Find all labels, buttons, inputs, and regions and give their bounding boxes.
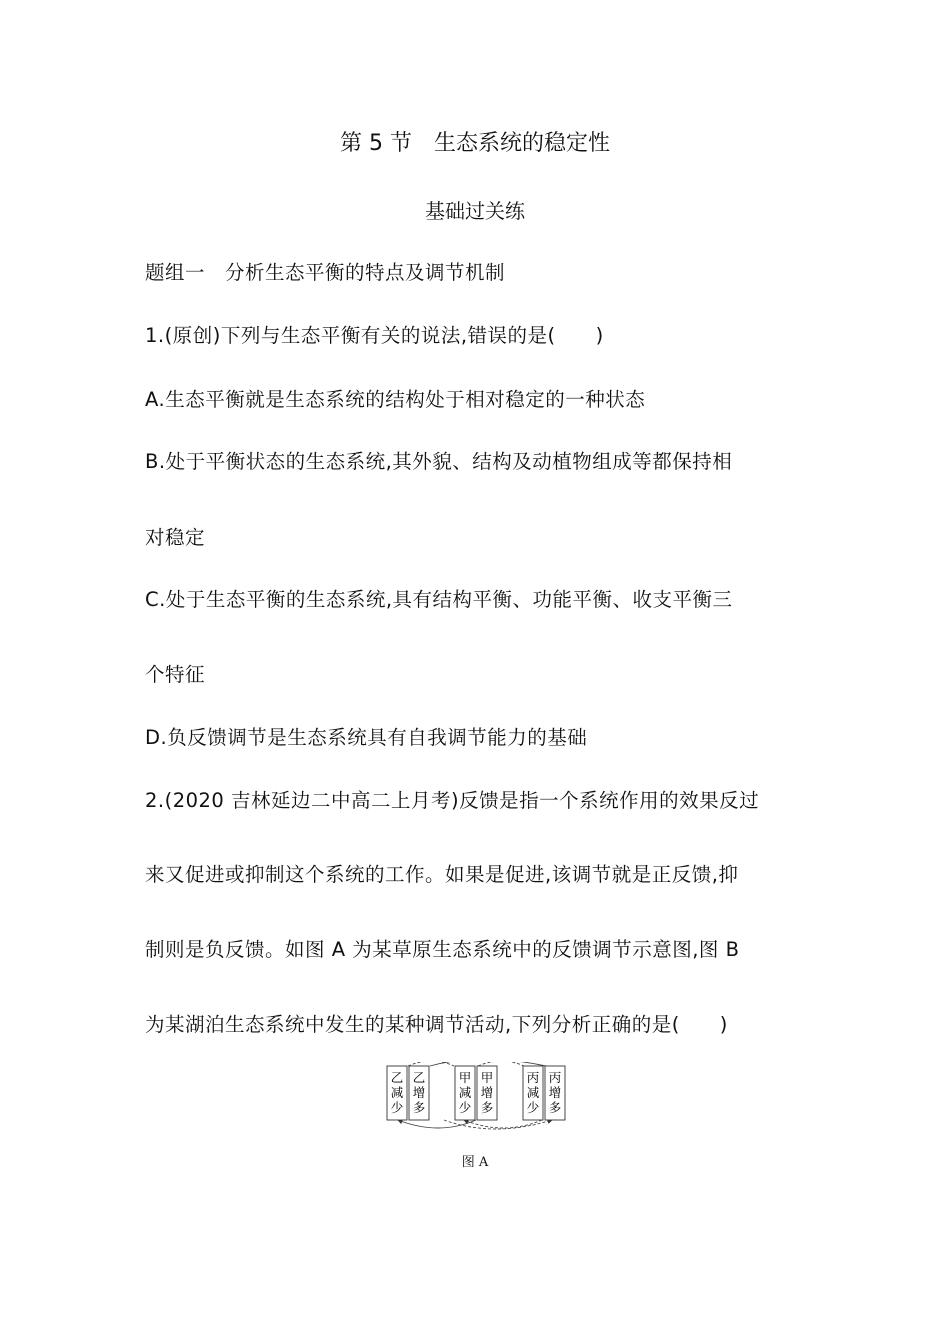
box-bing-increase-char-2: 增 [548,1085,562,1100]
page-subtitle: 基础过关练 [425,199,525,223]
box-yi-decrease-char-2: 减 [390,1085,404,1100]
box-bing-decrease-char-3: 少 [526,1100,540,1115]
question-1-option-c-line-2: 个特征 [145,663,206,686]
feedback-diagram-figure-a [384,1062,569,1134]
question-2-line-2: 来又促进或抑制这个系统的工作。如果是促进,该调节就是正反馈,抑 [145,863,739,886]
box-bing-increase-char-1: 丙 [548,1070,562,1085]
question-2-line-1: 2.(2020 吉林延边二中高二上月考)反馈是指一个系统作用的效果反过 [145,789,760,812]
question-2-line-3: 制则是负反馈。如图 A 为某草原生态系统中的反馈调节示意图,图 B [145,938,740,961]
box-jia-decrease [455,1066,475,1120]
box-yi-increase-char-2: 增 [412,1085,426,1100]
top-arc-2 [478,1062,524,1066]
bottom-arc-1 [464,1120,542,1128]
question-1-option-d: D.负反馈调节是生态系统具有自我调节能力的基础 [145,726,588,749]
box-yi-decrease [387,1066,407,1120]
box-jia-decrease-char-1: 甲 [458,1070,472,1085]
box-jia-decrease-char-2: 减 [458,1085,472,1100]
box-jia-increase [477,1066,497,1120]
box-yi-increase-char-3: 多 [412,1100,426,1115]
question-1-stem: 1.(原创)下列与生态平衡有关的说法,错误的是( ) [145,324,604,347]
question-1-option-c-line-1: C.处于生态平衡的生态系统,具有结构平衡、功能平衡、收支平衡三 [145,588,733,611]
box-jia-increase-char-1: 甲 [480,1070,494,1085]
box-bing-decrease-char-2: 减 [526,1085,540,1100]
question-2-line-4: 为某湖泊生态系统中发生的某种调节活动,下列分析正确的是( ) [145,1013,728,1036]
box-yi-increase-char-1: 乙 [412,1070,426,1085]
box-yi-increase [409,1066,429,1120]
box-bing-increase-char-3: 多 [548,1100,562,1115]
box-bing-decrease-char-1: 丙 [526,1070,540,1085]
page-title: 第 5 节 生态系统的稳定性 [340,131,610,156]
question-1-option-a: A.生态平衡就是生态系统的结构处于相对稳定的一种状态 [145,388,646,411]
question-1-option-b-line-1: B.处于平衡状态的生态系统,其外貌、结构及动植物组成等都保持相 [145,450,733,473]
box-yi-decrease-char-1: 乙 [390,1070,404,1085]
box-yi-decrease-char-3: 少 [390,1100,404,1115]
box-bing-decrease [523,1066,543,1120]
box-jia-decrease-char-3: 少 [458,1100,472,1115]
question-1-option-b-line-2: 对稳定 [145,526,206,549]
section-heading: 题组一 分析生态平衡的特点及调节机制 [145,261,506,284]
figure-a-caption: 图 A [461,1155,489,1170]
bottom-arc-2 [398,1120,476,1128]
box-jia-increase-char-2: 增 [480,1085,494,1100]
box-jia-increase-char-3: 多 [480,1100,494,1115]
box-bing-increase [545,1066,565,1120]
